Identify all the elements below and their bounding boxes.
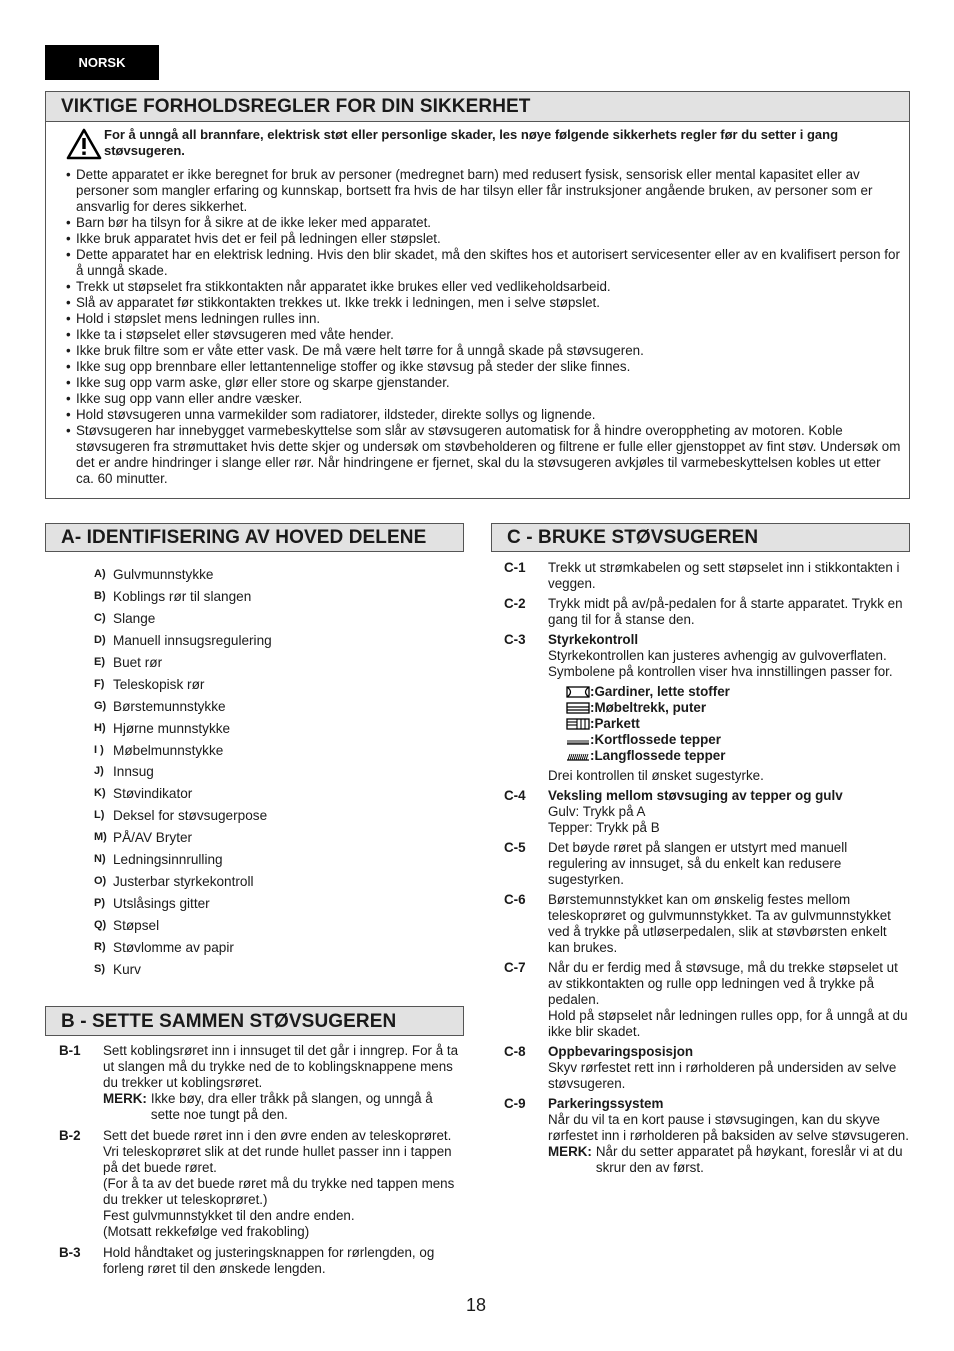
part-item	[94, 937, 272, 959]
part-item	[94, 652, 272, 674]
step-b1	[59, 1043, 461, 1123]
safety-bullet: • Ikke bruk apparatet hvis det er feil på ledningen eller støpslet.	[66, 231, 901, 247]
step-title: Styrkekontroll	[548, 632, 639, 647]
step-text: Sett det buede røret inn i den øvre enden av teleskoprøret.	[103, 1128, 452, 1143]
safety-bullet: • Slå av apparatet før stikkontakten trekkes ut. Ikke trekk i ledningen, men i selve støpslet.	[66, 295, 901, 311]
safety-box	[45, 121, 910, 499]
section-a-title: A- IDENTIFISERING AV HOVED DELENE	[61, 527, 427, 548]
step-text: Sett koblingsrøret inn i innsuget til det går i inngrep. For å ta ut slangen må du trykke ned de to koblingsknappene mens du trekker ut koblingsrøret.	[103, 1043, 459, 1090]
part-name: Teleskopisk rør	[113, 676, 205, 692]
safety-bullet: • Barn bør ha tilsyn for å sikre at de ikke leker med apparatet.	[66, 215, 901, 231]
safety-bullet: • Ikke bruk filtre som er våte etter vask. De må være helt tørre for å unngå skade på støvsugeren.	[66, 343, 901, 359]
part-name: Kurv	[113, 961, 141, 977]
part-name: Deksel for støvsugerpose	[113, 808, 268, 824]
step-c3	[504, 632, 910, 784]
warning-icon	[66, 128, 102, 160]
step-c9	[504, 1096, 910, 1176]
safety-bullet: • Ikke sug opp brennbare eller lettantennelige stoffer og ikke støvsug på steder der slike finnes.	[66, 359, 901, 375]
usage-steps	[504, 560, 910, 1176]
curtain-icon	[566, 686, 590, 698]
long-carpet-icon	[566, 750, 590, 762]
part-item	[94, 805, 272, 827]
part-name: Koblings rør til slangen	[113, 588, 252, 604]
part-item	[94, 783, 272, 805]
step-c2	[504, 596, 910, 628]
assembly-steps	[59, 1043, 461, 1277]
step-text: Gulv: Trykk på A	[548, 804, 646, 819]
part-item	[94, 696, 272, 718]
safety-bullet-list	[66, 167, 901, 487]
step-title: Parkeringssystem	[548, 1096, 664, 1111]
page-number: 18	[466, 1295, 487, 1315]
step-text: Det bøyde røret på slangen er utstyrt med manuell regulering av innsuget, så du enkelt kan redusere sugestyrken.	[548, 840, 848, 887]
short-carpet-icon	[566, 734, 590, 746]
note-text: Ikke bøy, dra eller tråkk på slangen, og unngå å sette noe tungt på den.	[150, 1091, 433, 1122]
part-item	[94, 630, 272, 652]
step-c5	[504, 840, 910, 888]
part-name: Støpsel	[113, 918, 160, 933]
note-text: Når du setter apparatet på høykant, foreslår vi at du skrur den av først.	[595, 1144, 903, 1175]
step-text: Trykk midt på av/på-pedalen for å starte apparatet. Trykk en gang til for å stanse den.	[548, 596, 903, 627]
step-code: C-7	[504, 960, 526, 975]
safety-bullet: • Hold støvsugeren unna varmekilder som radiatorer, ildsteder, direkte sollys og lignende.	[66, 407, 901, 423]
step-text: Drei kontrollen til ønsket sugestyrke.	[548, 768, 764, 783]
step-code: C-4	[504, 788, 526, 803]
step-b3	[59, 1245, 461, 1277]
step-code: C-9	[504, 1096, 526, 1111]
step-text: Trekk ut strømkabelen og sett støpselet inn i stikkontakten i veggen.	[548, 560, 900, 591]
step-text: Når du vil ta en kort pause i støvsugingen, kan du skyve rørfestet inn i rørholderen på baksiden av selve støvsugeren.	[548, 1112, 909, 1143]
safety-bullet: • Trekk ut støpselet fra stikkontakten når apparatet ikke brukes eller ved vedlikeholdsarbeid.	[66, 279, 901, 295]
power-symbol-label: :Langflossede tepper	[590, 748, 726, 763]
part-item	[94, 740, 272, 762]
part-name: Hjørne munnstykke	[113, 720, 231, 736]
part-item	[94, 564, 272, 586]
part-name: Ledningsinnrulling	[113, 852, 223, 868]
part-item	[94, 674, 272, 696]
step-c7	[504, 960, 910, 1040]
step-text: Styrkekontrollen kan justeres avhengig av gulvoverflaten.	[548, 648, 887, 663]
part-name: Utslåsings gitter	[113, 896, 210, 912]
part-letter: M)	[94, 831, 107, 844]
note	[548, 1144, 910, 1176]
power-symbol-row	[566, 684, 910, 700]
part-name: Justerbar styrkekontroll	[113, 874, 254, 890]
power-symbol-label: :Gardiner, lette stoffer	[590, 684, 730, 699]
upholstery-icon	[566, 702, 590, 714]
part-letter: P)	[94, 897, 105, 910]
step-code: C-3	[504, 632, 526, 647]
section-b-header	[45, 1006, 464, 1036]
step-c6	[504, 892, 910, 956]
part-letter: J)	[94, 765, 104, 778]
power-symbol-label: :Kortflossede tepper	[590, 732, 721, 747]
note-label: MERK:	[103, 1091, 147, 1106]
part-name: PÅ/AV Bryter	[113, 830, 193, 846]
part-letter: L)	[94, 809, 105, 822]
part-name: Buet rør	[113, 654, 163, 670]
step-c8	[504, 1044, 910, 1092]
part-name: Manuell innsugsregulering	[113, 632, 272, 648]
part-letter: N)	[94, 853, 106, 866]
part-letter: B)	[94, 589, 106, 602]
step-code: B-1	[59, 1043, 81, 1058]
part-letter: A)	[94, 568, 106, 580]
part-letter: S)	[94, 962, 105, 975]
part-letter: O)	[94, 875, 107, 888]
step-code: C-5	[504, 840, 526, 855]
safety-bullet: • Ikke ta i støpselet eller støvsugeren med våte hender.	[66, 327, 901, 343]
part-letter: K)	[94, 787, 106, 800]
safety-title: VIKTIGE FORHOLDSREGLER FOR DIN SIKKERHET	[61, 96, 531, 117]
step-title: Veksling mellom støvsuging av tepper og gulv	[548, 788, 843, 803]
safety-bullet: • Ikke sug opp varm aske, glør eller store og skarpe gjenstander.	[66, 375, 901, 391]
part-item	[94, 827, 272, 849]
step-code: C-6	[504, 892, 526, 907]
parts-list	[94, 564, 272, 981]
power-symbol-row	[566, 700, 910, 716]
part-name: Slange	[113, 610, 156, 626]
step-code: B-2	[59, 1128, 81, 1143]
note-label: MERK:	[548, 1144, 592, 1159]
power-symbol-label: :Møbeltrekk, puter	[590, 700, 707, 715]
part-name: Gulvmunnstykke	[113, 567, 214, 582]
safety-bullet: • Ikke sug opp vann eller andre væsker.	[66, 391, 901, 407]
step-c4	[504, 788, 910, 836]
part-name: Møbelmunnstykke	[113, 742, 224, 758]
section-b-title: B - SETTE SAMMEN STØVSUGEREN	[61, 1010, 397, 1032]
step-text: (For å ta av det buede røret må du trykke ned tappen mens du trekker ut teleskoprøret.)	[103, 1176, 455, 1207]
note	[103, 1091, 461, 1123]
part-letter: D)	[94, 633, 106, 646]
safety-bullet: • Dette apparatet har en elektrisk ledning. Hvis den blir skadet, må den skiftes hos et autorisert servicesenter eller av en kvalifisert person for å unngå skade.	[66, 247, 901, 279]
section-c-header	[491, 523, 910, 552]
step-c1	[504, 560, 910, 592]
step-text: Tepper: Trykk på B	[548, 820, 660, 835]
step-text: Hold håndtaket og justeringsknappen for rørlengden, og forleng røret til den ønskede lengden.	[103, 1245, 435, 1276]
part-item	[94, 915, 272, 937]
part-letter: R)	[94, 940, 106, 953]
safety-bullet: • Dette apparatet er ikke beregnet for bruk av personer (medregnet barn) med redusert fysisk, sensorisk eller mental kapasitet eller av personer som mangler erfaring og kunnskap, bortsett fra hvis de har tilsyn eller får instruksjoner angående bruken, av personer som er ansvarlig for deres sikkerhet.	[66, 167, 901, 215]
part-item	[94, 871, 272, 893]
part-item	[94, 586, 272, 608]
part-letter: C)	[94, 611, 106, 624]
part-letter: Q)	[94, 919, 107, 931]
power-symbol-list	[566, 684, 910, 764]
step-text: Når du er ferdig med å støvsuge, må du trekke støpselet ut av stikkontakten og rulle opp ledningen ved å trykke på pedalen.	[548, 960, 898, 1007]
part-item	[94, 849, 272, 871]
section-c-title: C - BRUKE STØVSUGEREN	[507, 527, 759, 548]
part-item	[94, 761, 272, 783]
step-title: Oppbevaringsposisjon	[548, 1044, 694, 1059]
parquet-icon	[566, 718, 590, 730]
part-item	[94, 608, 272, 630]
step-code: C-2	[504, 596, 526, 611]
step-text: Skyv rørfestet rett inn i rørholderen på undersiden av selve støvsugeren.	[548, 1060, 897, 1091]
part-item	[94, 959, 272, 981]
step-text: Vri teleskoprøret slik at det runde hullet passer inn i tappen på det buede røret.	[103, 1144, 452, 1175]
step-text: Hold på støpselet når ledningen rulles opp, for å unngå at du ikke blir skadet.	[548, 1008, 908, 1039]
power-symbol-row	[566, 732, 910, 748]
step-code: C-8	[504, 1044, 526, 1059]
safety-bullet: • Støvsugeren har innebygget varmebeskyttelse som slår av støvsugeren automatisk for å hindre overoppheting av motoren. Koble støvsugeren fra strømuttaket hvis dette skjer og undersøk om støvbeholderen og filtrene er fulle eller gjenstoppet av fint støv. Undersøk om det er andre hindringer i slange eller rør. Når hindringene er fjernet, skal du la støvsugeren avkjøles til varmebeskyttelsen kobles ut etter ca. 60 minutter.	[66, 423, 901, 487]
power-symbol-row	[566, 716, 910, 732]
step-b2	[59, 1128, 461, 1240]
part-item	[94, 893, 272, 915]
step-code: B-3	[59, 1245, 81, 1260]
part-item	[94, 718, 272, 740]
power-symbol-label: :Parkett	[590, 716, 640, 731]
part-letter: E)	[94, 655, 105, 668]
part-letter: H)	[94, 721, 106, 734]
part-name: Børstemunnstykke	[113, 698, 226, 714]
step-code: C-1	[504, 560, 526, 575]
step-text: Symbolene på kontrollen viser hva innstillingen passer for.	[548, 664, 893, 679]
step-text: (Motsatt rekkefølge ved frakobling)	[103, 1224, 310, 1239]
safety-bullet: • Hold i støpslet mens ledningen rulles inn.	[66, 311, 901, 327]
part-name: Støvindikator	[113, 786, 193, 802]
step-text: Børstemunnstykket kan om ønskelig festes mellom teleskoprøret og gulvmunnstykket. Ta av gulvmunnstykket ved å trykke på utløserpedalen, slik at støvbørsten enkelt kan brukes.	[548, 892, 891, 955]
section-a-header	[45, 523, 464, 552]
part-letter: F)	[94, 677, 105, 690]
part-name: Innsug	[113, 764, 154, 780]
language-tab: NORSK	[45, 45, 159, 80]
step-text: Fest gulvmunnstykket til den andre enden.	[103, 1208, 355, 1223]
power-symbol-row	[566, 748, 910, 764]
part-name: Støvlomme av papir	[113, 939, 234, 955]
safety-header	[45, 91, 910, 122]
part-letter: G)	[94, 699, 107, 712]
safety-warning-text: For å unngå all brannfare, elektrisk støt eller personlige skader, les nøye følgende sikkerhets regler før du setter i gang støvsugeren.	[104, 127, 839, 158]
part-letter: I )	[94, 743, 104, 756]
